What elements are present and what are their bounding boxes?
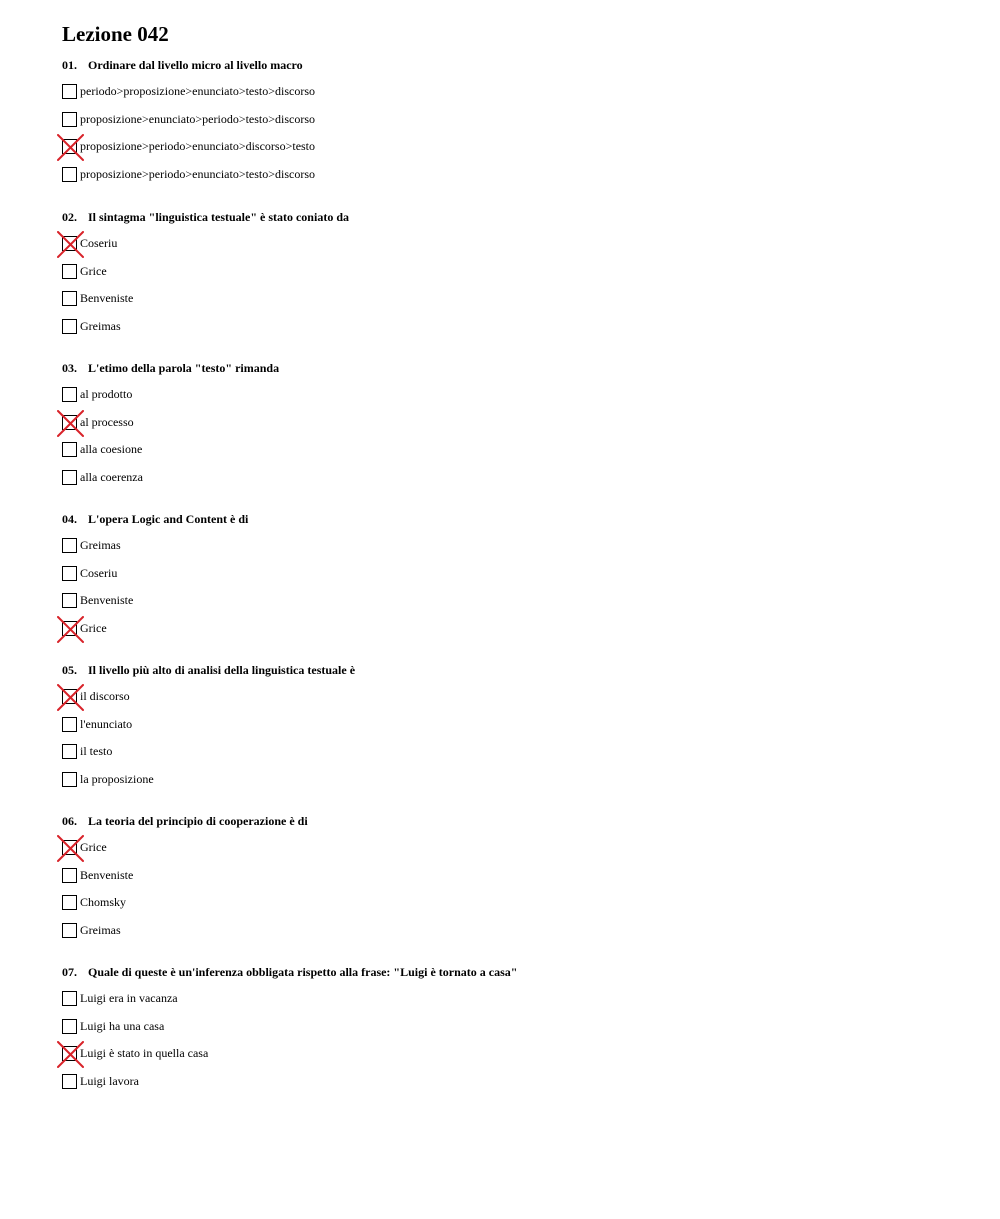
answer-checkbox[interactable] <box>62 868 77 883</box>
answer-checkbox[interactable] <box>62 1046 77 1061</box>
answer-checkbox[interactable] <box>62 291 77 306</box>
answer-checkbox[interactable] <box>62 923 77 938</box>
answer-checkbox[interactable] <box>62 112 77 127</box>
question-heading <box>62 964 962 980</box>
answer-label: Coseriu <box>80 566 118 580</box>
question-text: L'opera Logic and Content è di <box>88 512 249 526</box>
answer-checkbox[interactable] <box>62 236 77 251</box>
question-05 <box>62 662 962 786</box>
answer-checkbox[interactable] <box>62 566 77 581</box>
answer-checkbox[interactable] <box>62 991 77 1006</box>
answer-label: Benveniste <box>80 593 134 607</box>
answer-checkbox[interactable] <box>62 415 77 430</box>
answer-checkbox[interactable] <box>62 895 77 910</box>
answer-checkbox[interactable] <box>62 717 77 732</box>
answer-checkbox[interactable] <box>62 772 77 787</box>
answer-label: periodo>proposizione>enunciato>testo>discorso <box>80 84 316 98</box>
question-text: L'etimo della parola "testo" rimanda <box>88 361 280 375</box>
question-text: La teoria del principio di cooperazione è di <box>88 814 308 828</box>
question-heading <box>62 813 962 829</box>
answer-checkbox[interactable] <box>62 387 77 402</box>
page-title: Lezione 042 <box>62 22 169 46</box>
question-number: 07. <box>62 965 77 979</box>
question-06 <box>62 813 962 937</box>
answer-checkbox[interactable] <box>62 139 77 154</box>
question-03 <box>62 360 962 484</box>
answer-label: proposizione>periodo>enunciato>discorso>testo <box>80 139 316 153</box>
answer-label: proposizione>periodo>enunciato>testo>discorso <box>80 167 316 181</box>
answer-checkbox[interactable] <box>62 470 77 485</box>
question-heading <box>62 360 962 376</box>
question-02 <box>62 209 962 333</box>
question-number: 02. <box>62 210 77 224</box>
question-text: Quale di queste è un'inferenza obbligata rispetto alla frase: "Luigi è tornato a casa" <box>88 965 518 979</box>
answer-label: il testo <box>80 744 113 758</box>
answer-label: Luigi era in vacanza <box>80 991 178 1005</box>
answer-label: Greimas <box>80 319 121 333</box>
answer-checkbox[interactable] <box>62 689 77 704</box>
answer-label: l'enunciato <box>80 717 133 731</box>
answer-label: Benveniste <box>80 291 134 305</box>
answer-checkbox[interactable] <box>62 264 77 279</box>
question-heading <box>62 662 962 678</box>
answer-label: la proposizione <box>80 772 154 786</box>
question-number: 01. <box>62 58 77 72</box>
answer-label: Grice <box>80 264 107 278</box>
answer-checkbox[interactable] <box>62 1019 77 1034</box>
question-heading <box>62 57 962 73</box>
answer-checkbox[interactable] <box>62 84 77 99</box>
question-07 <box>62 964 962 1088</box>
answer-checkbox[interactable] <box>62 840 77 855</box>
answer-label: alla coerenza <box>80 470 143 484</box>
answer-label: Greimas <box>80 923 121 937</box>
answer-label: alla coesione <box>80 442 143 456</box>
answer-label: Grice <box>80 621 107 635</box>
answer-label: al prodotto <box>80 387 133 401</box>
answer-checkbox[interactable] <box>62 442 77 457</box>
question-text: Il sintagma "linguistica testuale" è stato coniato da <box>88 210 349 224</box>
answer-label: Luigi è stato in quella casa <box>80 1046 209 1060</box>
answer-label: Luigi lavora <box>80 1074 139 1088</box>
answer-label: il discorso <box>80 689 130 703</box>
answer-label: Benveniste <box>80 868 134 882</box>
question-number: 05. <box>62 663 77 677</box>
answer-checkbox[interactable] <box>62 319 77 334</box>
question-01 <box>62 57 962 181</box>
answer-checkbox[interactable] <box>62 593 77 608</box>
answer-checkbox[interactable] <box>62 167 77 182</box>
question-number: 06. <box>62 814 77 828</box>
question-number: 03. <box>62 361 77 375</box>
answer-label: Greimas <box>80 538 121 552</box>
question-text: Il livello più alto di analisi della linguistica testuale è <box>88 663 356 677</box>
question-heading <box>62 511 962 527</box>
answer-label: proposizione>enunciato>periodo>testo>discorso <box>80 112 316 126</box>
answer-checkbox[interactable] <box>62 744 77 759</box>
answer-checkbox[interactable] <box>62 621 77 636</box>
answer-label: Coseriu <box>80 236 118 250</box>
answer-label: al processo <box>80 415 134 429</box>
question-text: Ordinare dal livello micro al livello macro <box>88 58 303 72</box>
answer-label: Chomsky <box>80 895 127 909</box>
answer-checkbox[interactable] <box>62 1074 77 1089</box>
answer-checkbox[interactable] <box>62 538 77 553</box>
question-04 <box>62 511 962 635</box>
answer-label: Luigi ha una casa <box>80 1019 165 1033</box>
question-heading <box>62 209 962 225</box>
question-number: 04. <box>62 512 77 526</box>
answer-label: Grice <box>80 840 107 854</box>
